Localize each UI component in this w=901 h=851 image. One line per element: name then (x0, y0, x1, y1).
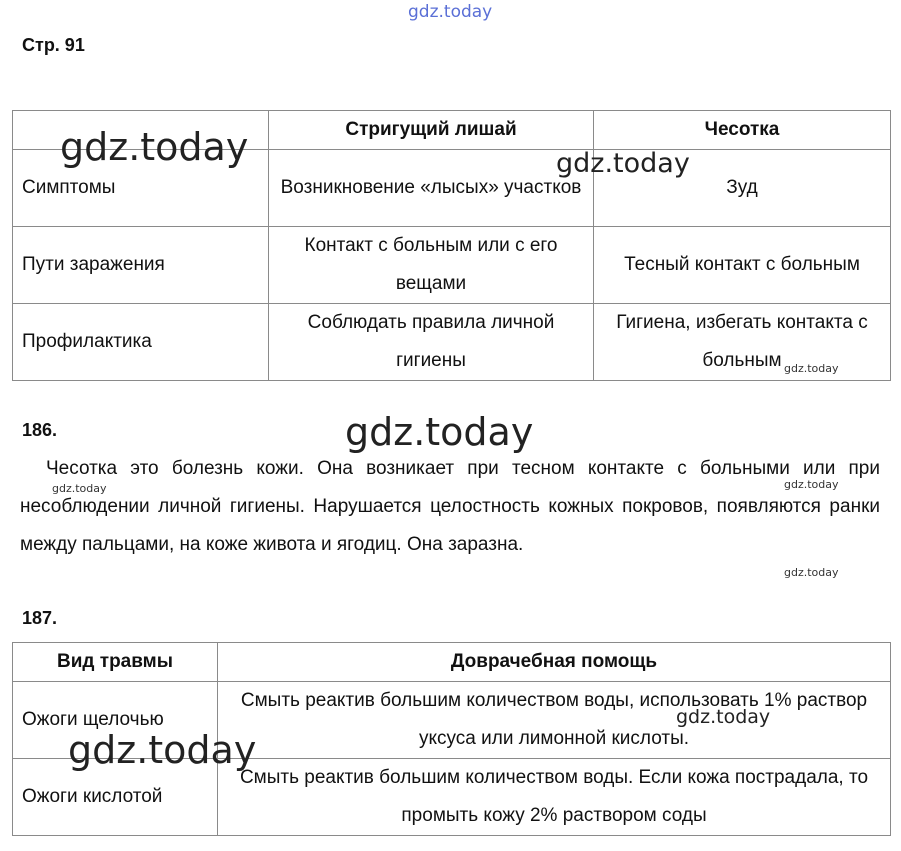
watermark-overlay: gdz.today (60, 125, 249, 169)
cell-scabies: Зуд (594, 150, 891, 227)
watermark-overlay: gdz.today (68, 728, 257, 772)
cell-first-aid: Смыть реактив большим количеством воды. Если кожа пострадала, то промыть кожу 2% раствором соды (218, 759, 891, 836)
table-header-first-aid: Доврачебная помощь (218, 643, 891, 682)
task-186-text: Чесотка это болезнь кожи. Она возникает при тесном контакте с больными или при несоблюдении личной гигиены. Нарушается целостность кожных покровов, появляются ранки между пальцами, на коже живота и ягодиц. Она заразна. (20, 458, 880, 555)
watermark-overlay: gdz.today (676, 706, 771, 728)
cell-first-aid: Смыть реактив большим количеством воды, использовать 1% раствор уксуса или лимонной кислоты. (218, 682, 891, 759)
cell-ringworm: Возникновение «лысых» участков (269, 150, 594, 227)
watermark-small: gdz.today (784, 566, 839, 579)
watermark-small: gdz.today (52, 482, 107, 495)
table-header-injury: Вид травмы (13, 643, 218, 682)
task-187-number: 187. (22, 608, 58, 628)
watermark-overlay: gdz.today (556, 148, 690, 179)
table-header-ringworm: Стригущий лишай (269, 111, 594, 150)
cell-scabies: Тесный контакт с больным (594, 227, 891, 304)
watermark-small: gdz.today (784, 478, 839, 491)
row-label: Симптомы (13, 150, 269, 227)
watermark-overlay: gdz.today (345, 410, 534, 454)
table-header-scabies: Чесотка (594, 111, 891, 150)
task-186-number: 186. (22, 420, 58, 440)
row-label: Ожоги кислотой (13, 759, 218, 836)
watermark-small: gdz.today (784, 362, 839, 375)
watermark-top: gdz.today (408, 2, 493, 22)
table-row (13, 304, 891, 381)
cell-ringworm: Соблюдать правила личной гигиены (269, 304, 594, 381)
row-label: Профилактика (13, 304, 269, 381)
cell-ringworm: Контакт с больным или с его вещами (269, 227, 594, 304)
table-row (13, 227, 891, 304)
row-label: Ожоги щелочью (13, 682, 218, 759)
table-header-row (13, 643, 891, 682)
row-label: Пути заражения (13, 227, 269, 304)
page-label: Стр. 91 (22, 35, 85, 55)
cell-scabies: Гигиена, избегать контакта с больным (594, 304, 891, 381)
